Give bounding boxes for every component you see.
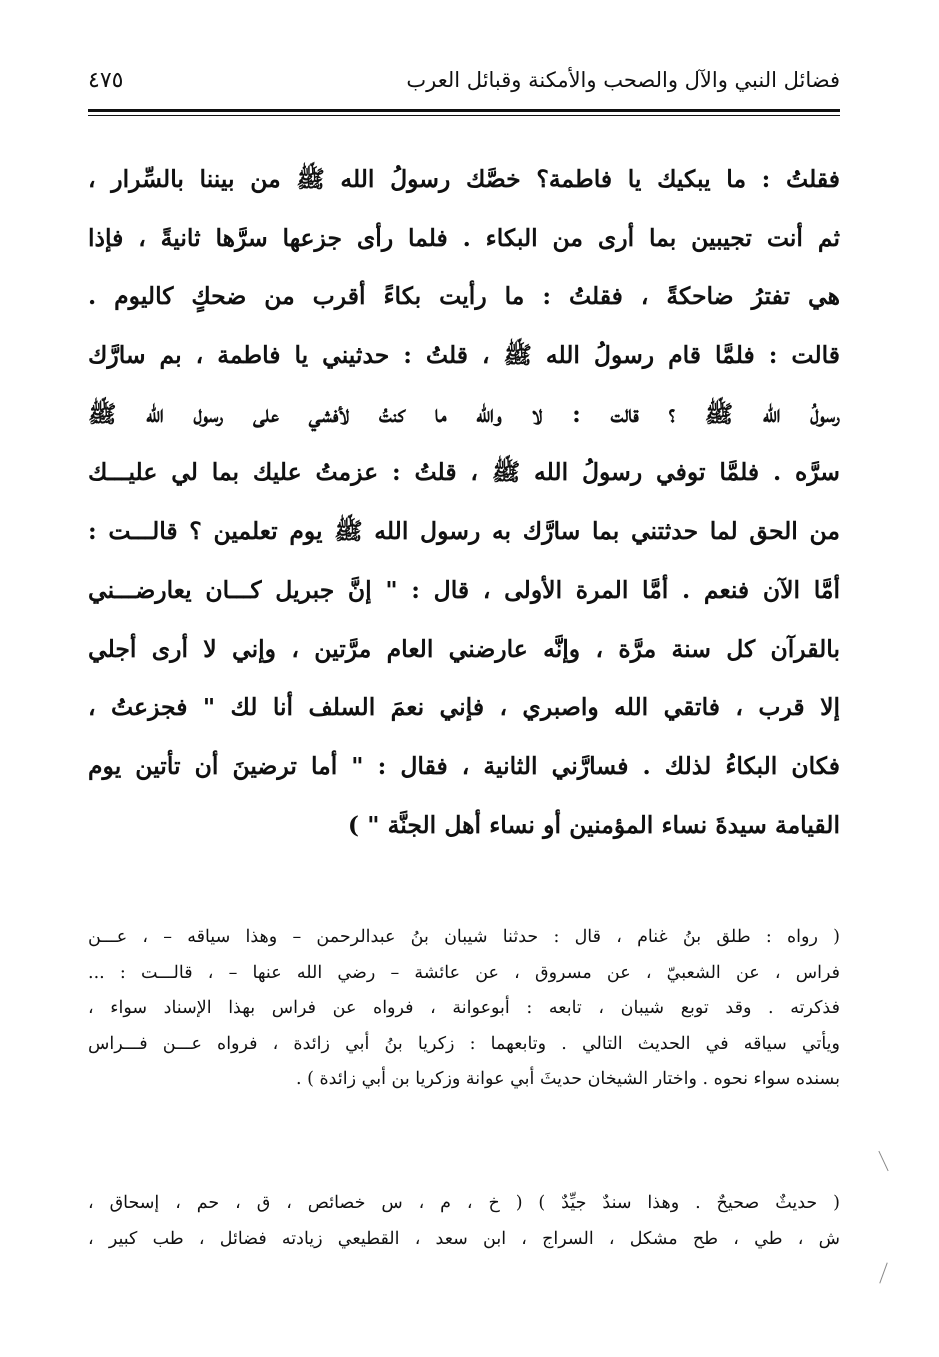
- commentary-line: ( رواه : طلق بنُ غنام ، قال : حدثنا شيبان بنُ عبدالرحمن – وهذا سياقه – ، عـــن: [88, 927, 840, 947]
- commentary-paragraph-2: [88, 1186, 840, 1257]
- main-text-line: هي تفترُ ضاحكةً ، فقلتُ : ما رأيت بكاءً أقرب من ضحكٍ كاليوم .: [88, 282, 840, 311]
- main-text-line: رسولُ الله ﷺ ؟ قالت : لا والله ما كنتُ لأفشي على رسول الله ﷺ: [88, 399, 840, 428]
- main-text-line: من الحق لما حدثتني بما سارَّك به رسول الله ﷺ يوم تعلمين ؟ قالـــت :: [88, 517, 840, 546]
- main-text-line: أمَّا الآن فنعم . أمَّا المرة الأولى ، قال : " إنَّ جبريل كـــان يعارضـــني: [88, 575, 840, 604]
- main-text-line: فقلتُ : ما يبكيك يا فاطمة؟ خصَّك رسولُ الله ﷺ من بيننا بالسِّرار ،: [88, 165, 840, 193]
- main-text-line: ثم أنت تجيبين بما أرى من البكاء . فلما رأى جزعها سرَّها ثانيةً ، فإذا: [88, 223, 840, 252]
- main-text-line: فكان البكاءُ لذلك . فسارَّني الثانية ، فقال : " أما ترضينَ أن تأتين يوم: [88, 751, 840, 780]
- running-title: فضائل النبي والآل والصحب والأمكنة وقبائل العرب: [406, 68, 840, 92]
- main-text-line: إلا قرب ، فاتقي الله واصبري ، فإني نعمَ السلف أنا لك " فجزعتُ ،: [88, 693, 840, 722]
- commentary-line: ش ، طي ، طح مشكل ، السراج ، ابن سعد ، القطيعي زيادته فضائل ، طب كبير ،: [88, 1228, 840, 1249]
- commentary-line: ويأتي سياقه في الحديث التالي . وتابعهما : زكريا بنُ أبي زائدة ، فرواه عـــن فـــراس: [88, 1033, 840, 1054]
- page-number: ٤٧٥: [88, 68, 124, 93]
- header-rule-thick: [88, 109, 840, 112]
- header-rule-thin: [88, 115, 840, 116]
- main-text-line: قالت : فلمَّا قام رسولُ الله ﷺ ، قلتُ : حدثيني يا فاطمة ، بم سارَّك: [88, 341, 840, 370]
- commentary-line: بسنده سواء نحوه . واختار الشيخان حديثَ أبي عوانة وزكريا بن أبي زائدة ) .: [296, 1069, 840, 1090]
- commentary-line: ( حديثٌ صحيحٌ . وهذا سندٌ جيِّدٌ ) ( خ ، م ، س خصائص ، ق ، حم ، إسحاق ،: [88, 1193, 840, 1213]
- commentary-paragraph-1: [88, 920, 840, 1098]
- main-text-body: [88, 150, 840, 854]
- commentary-line: فراس ، عن الشعبيّ ، عن مسروق ، عن عائشة – رضي الله عنها – ، قالـــت : ...: [88, 962, 840, 983]
- commentary-line: فذكرته . وقد توبع شيبان ، تابعه : أبوعوانة ، فرواه عن فراس بهذا الإسناد سواء ،: [88, 998, 840, 1019]
- page-header: [88, 62, 840, 110]
- scan-mark: [878, 1151, 888, 1171]
- main-text-line: بالقرآن كل سنة مرَّة ، وإنَّه عارضني العام مرَّتين ، وإني لا أرى أجلي: [88, 634, 840, 663]
- main-text-line: سرَّه . فلمَّا توفي رسولُ الله ﷺ ، قلتُ : عزمتُ عليك بما لي عليـــك: [88, 458, 840, 487]
- main-text-line: القيامة سيدةَ نساء المؤمنين أو نساء أهل الجنَّة " ): [347, 810, 840, 839]
- scan-mark: [879, 1262, 887, 1283]
